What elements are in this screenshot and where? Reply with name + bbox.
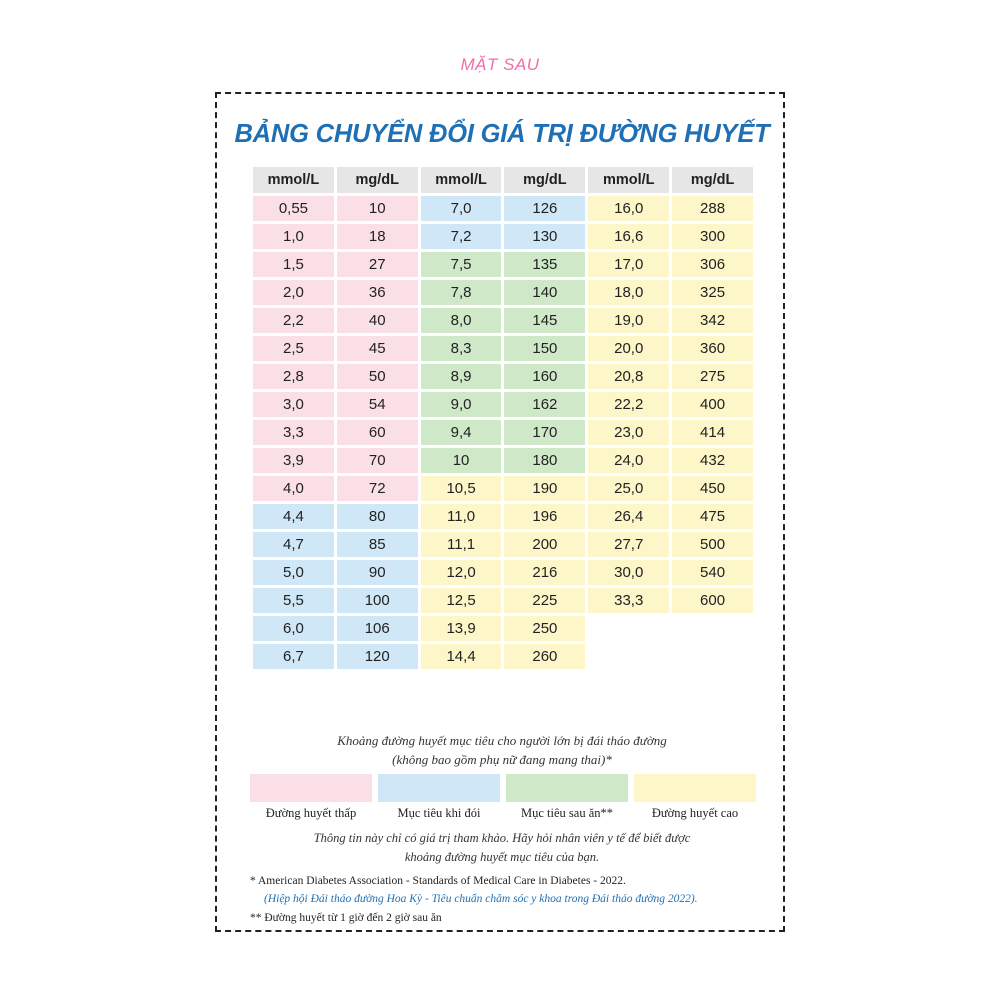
table-column-header: mmol/L	[253, 167, 334, 193]
table-cell: 288	[672, 196, 753, 221]
table-cell: 27	[337, 252, 418, 277]
table-row	[253, 252, 753, 277]
table-cell: 216	[504, 560, 585, 585]
table-cell: 7,0	[421, 196, 502, 221]
table-cell: 8,3	[421, 336, 502, 361]
table-cell: 432	[672, 448, 753, 473]
table-cell: 72	[337, 476, 418, 501]
table-cell: 27,7	[588, 532, 669, 557]
table-cell: 8,0	[421, 308, 502, 333]
table-cell: 9,4	[421, 420, 502, 445]
table-cell: 16,6	[588, 224, 669, 249]
table-row	[253, 644, 753, 669]
table-cell	[588, 644, 669, 669]
info-note-line2: khoảng đường huyết mục tiêu của bạn.	[404, 849, 600, 864]
table-cell: 106	[337, 616, 418, 641]
legend-swatches	[250, 774, 756, 802]
table-cell: 600	[672, 588, 753, 613]
table-cell: 90	[337, 560, 418, 585]
table-cell: 2,2	[253, 308, 334, 333]
table-column-header: mg/dL	[337, 167, 418, 193]
table-cell: 26,4	[588, 504, 669, 529]
table-cell: 3,0	[253, 392, 334, 417]
legend-swatch-fasting	[378, 774, 500, 802]
table-cell: 275	[672, 364, 753, 389]
table-cell: 54	[337, 392, 418, 417]
table-cell: 180	[504, 448, 585, 473]
table-row	[253, 616, 753, 641]
table-cell: 24,0	[588, 448, 669, 473]
table-column-header: mmol/L	[588, 167, 669, 193]
table-cell: 30,0	[588, 560, 669, 585]
table-cell: 6,0	[253, 616, 334, 641]
table-cell: 13,9	[421, 616, 502, 641]
table-cell: 126	[504, 196, 585, 221]
table-cell: 3,3	[253, 420, 334, 445]
table-body	[253, 196, 753, 669]
table-row	[253, 196, 753, 221]
table-cell: 4,0	[253, 476, 334, 501]
table-cell: 306	[672, 252, 753, 277]
legend-labels	[250, 806, 756, 821]
table-cell: 6,7	[253, 644, 334, 669]
legend-swatch-low	[250, 774, 372, 802]
table-cell: 100	[337, 588, 418, 613]
footnote-1: * American Diabetes Association - Standards of Medical Care in Diabetes - 2022.	[250, 875, 626, 887]
table-cell: 4,7	[253, 532, 334, 557]
table-header-row	[253, 167, 753, 193]
table-cell: 17,0	[588, 252, 669, 277]
table-cell: 16,0	[588, 196, 669, 221]
table-cell: 1,5	[253, 252, 334, 277]
table-row	[253, 336, 753, 361]
table-cell: 342	[672, 308, 753, 333]
table-row	[253, 532, 753, 557]
table-cell: 19,0	[588, 308, 669, 333]
table-row	[253, 560, 753, 585]
table-cell: 3,9	[253, 448, 334, 473]
table-cell: 5,5	[253, 588, 334, 613]
legend-label-low: Đường huyết thấp	[265, 806, 357, 820]
legend-note	[217, 732, 787, 770]
table-cell: 225	[504, 588, 585, 613]
table-cell: 200	[504, 532, 585, 557]
table-cell: 325	[672, 280, 753, 305]
conversion-table-wrapper	[250, 164, 756, 672]
table-cell: 2,5	[253, 336, 334, 361]
legend-label-high: Đường huyết cao	[651, 806, 739, 820]
table-cell: 7,8	[421, 280, 502, 305]
table-cell: 145	[504, 308, 585, 333]
table-row	[253, 420, 753, 445]
legend-swatch-high	[634, 774, 756, 802]
table-cell: 25,0	[588, 476, 669, 501]
table-cell: 23,0	[588, 420, 669, 445]
conversion-card	[215, 92, 785, 932]
footnote-2: ** Đường huyết từ 1 giờ đến 2 giờ sau ăn	[250, 911, 442, 924]
table-cell: 50	[337, 364, 418, 389]
table-cell: 10	[337, 196, 418, 221]
table-cell: 33,3	[588, 588, 669, 613]
table-cell: 7,5	[421, 252, 502, 277]
footnotes	[250, 872, 756, 927]
table-cell: 150	[504, 336, 585, 361]
table-row	[253, 392, 753, 417]
table-cell: 12,5	[421, 588, 502, 613]
table-cell: 250	[504, 616, 585, 641]
table-cell	[672, 616, 753, 641]
table-cell: 40	[337, 308, 418, 333]
table-cell	[588, 616, 669, 641]
table-row	[253, 476, 753, 501]
table-cell: 45	[337, 336, 418, 361]
table-column-header: mmol/L	[421, 167, 502, 193]
table-row	[253, 364, 753, 389]
table-cell: 500	[672, 532, 753, 557]
table-cell: 130	[504, 224, 585, 249]
table-cell: 450	[672, 476, 753, 501]
table-cell: 36	[337, 280, 418, 305]
table-cell: 20,0	[588, 336, 669, 361]
table-cell: 80	[337, 504, 418, 529]
table-row	[253, 588, 753, 613]
table-cell: 60	[337, 420, 418, 445]
footnote-1-vi: (Hiệp hội Đái tháo đường Hoa Kỳ - Tiêu chuẩn chăm sóc y khoa trong Đái tháo đường 2022).	[264, 893, 698, 906]
info-note-line1: Thông tin này chỉ có giá trị tham khảo. Hãy hỏi nhân viên y tế để biết được	[313, 831, 691, 845]
table-cell: 540	[672, 560, 753, 585]
table-cell: 9,0	[421, 392, 502, 417]
table-cell: 5,0	[253, 560, 334, 585]
table-row	[253, 224, 753, 249]
table-row	[253, 280, 753, 305]
table-cell: 70	[337, 448, 418, 473]
conversion-table	[250, 164, 756, 672]
table-cell: 85	[337, 532, 418, 557]
table-cell: 7,2	[421, 224, 502, 249]
table-cell: 475	[672, 504, 753, 529]
table-cell: 120	[337, 644, 418, 669]
table-cell: 14,4	[421, 644, 502, 669]
table-cell: 18	[337, 224, 418, 249]
table-cell: 11,1	[421, 532, 502, 557]
table-cell	[672, 644, 753, 669]
table-cell: 140	[504, 280, 585, 305]
table-cell: 20,8	[588, 364, 669, 389]
table-cell: 18,0	[588, 280, 669, 305]
legend-label-fasting: Mục tiêu khi đói	[397, 806, 481, 820]
table-cell: 414	[672, 420, 753, 445]
table-cell: 190	[504, 476, 585, 501]
table-cell: 10	[421, 448, 502, 473]
table-cell: 2,0	[253, 280, 334, 305]
table-cell: 160	[504, 364, 585, 389]
table-cell: 22,2	[588, 392, 669, 417]
legend-note-line1: Khoảng đường huyết mục tiêu cho người lớn bị đái tháo đường	[337, 733, 667, 748]
legend-swatch-postmeal	[506, 774, 628, 802]
page-side-label: MẶT SAU	[460, 55, 540, 74]
table-cell: 10,5	[421, 476, 502, 501]
info-note	[217, 829, 787, 867]
table-column-header: mg/dL	[672, 167, 753, 193]
table-head	[253, 167, 753, 193]
table-column-header: mg/dL	[504, 167, 585, 193]
table-cell: 12,0	[421, 560, 502, 585]
table-cell: 162	[504, 392, 585, 417]
table-cell: 260	[504, 644, 585, 669]
table-cell: 170	[504, 420, 585, 445]
table-cell: 11,0	[421, 504, 502, 529]
legend-note-line2: (không bao gồm phụ nữ đang mang thai)*	[392, 751, 612, 767]
table-cell: 4,4	[253, 504, 334, 529]
table-cell: 400	[672, 392, 753, 417]
table-row	[253, 448, 753, 473]
page-title: BẢNG CHUYỂN ĐỔI GIÁ TRỊ ĐƯỜNG HUYẾT	[234, 120, 770, 148]
table-cell: 0,55	[253, 196, 334, 221]
table-cell: 196	[504, 504, 585, 529]
table-cell: 300	[672, 224, 753, 249]
table-cell: 135	[504, 252, 585, 277]
legend-label-postmeal: Mục tiêu sau ăn**	[521, 806, 613, 820]
table-row	[253, 308, 753, 333]
table-cell: 360	[672, 336, 753, 361]
table-cell: 1,0	[253, 224, 334, 249]
table-cell: 2,8	[253, 364, 334, 389]
table-row	[253, 504, 753, 529]
table-cell: 8,9	[421, 364, 502, 389]
